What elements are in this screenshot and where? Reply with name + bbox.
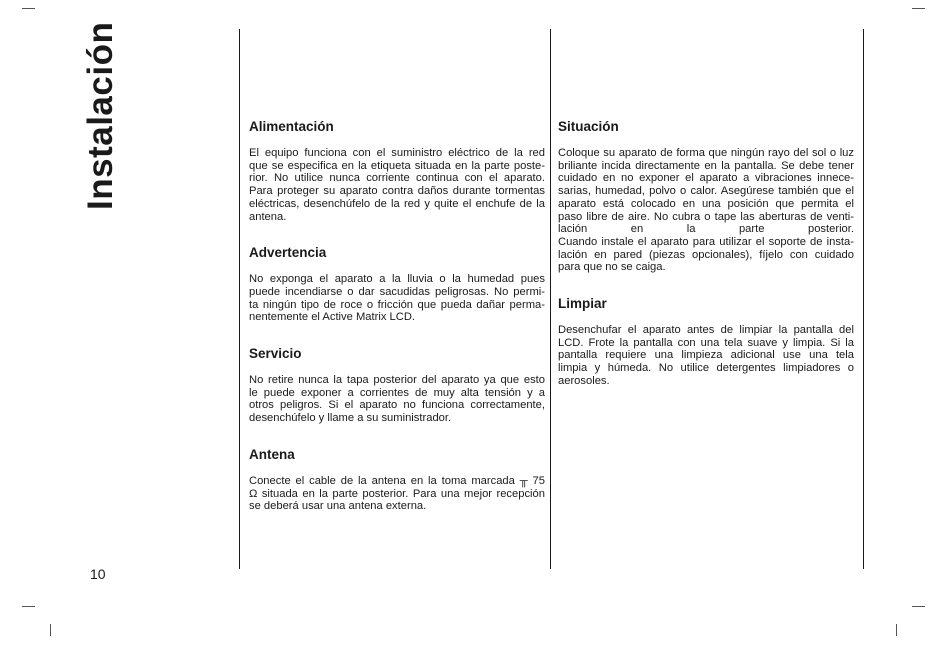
- text-line: aparato está colocado en una posición que permita el: [558, 197, 854, 210]
- right-column: [558, 118, 854, 409]
- section-heading: Advertencia: [249, 245, 327, 261]
- text-line: antena.: [249, 210, 287, 223]
- text-line: rior. No utilice nunca corriente continua con el aparato.: [249, 172, 545, 185]
- crop-mark: [50, 624, 51, 636]
- text-line: ta ningún tipo de roce o fricción que pueda dañar perma-: [249, 298, 545, 311]
- text-line: Coloque su aparato de forma que ningún rayo del sol o luz: [558, 147, 854, 159]
- column-rule: [550, 29, 551, 569]
- text-line: Ω situada en la parte posterior. Para una mejor recepción: [249, 487, 545, 500]
- text-line: pantalla requiere una limpieza adicional use una tela: [558, 349, 854, 362]
- crop-mark: [912, 8, 925, 9]
- section-body: [249, 475, 545, 513]
- column-rule: [239, 29, 240, 569]
- text-line: Desenchufar el aparato antes de limpiar la pantalla del: [558, 324, 854, 337]
- page-number: 10: [90, 566, 106, 582]
- text-line: Conecte el cable de la antena en la toma marcada ╥ 75: [249, 474, 545, 487]
- text-line: le puede exponer a corrientes de muy alta tensión y a: [249, 386, 545, 399]
- text-line: cuidado en no exponer el aparato a vibraciones innece-: [558, 172, 854, 185]
- text-line: limpia y húmeda. No utilice detergentes limpiadores o: [558, 362, 854, 375]
- chapter-title: Instalación: [81, 21, 120, 210]
- section-heading: Situación: [558, 119, 619, 134]
- text-line: LCD. Frote la pantalla con una tela suave y limpia. Si la: [558, 336, 854, 349]
- text-line: se deberá usar una antena externa.: [249, 500, 427, 513]
- text-line: Para proteger su aparato contra daños durante tormentas: [249, 185, 545, 198]
- text-line: puede incendiarse o dar sacudidas peligrosas. No permi-: [249, 285, 545, 298]
- text-line: eléctricas, desenchúfelo de la red y quite el enchufe de la: [249, 197, 545, 210]
- left-column: [249, 118, 545, 534]
- text-line: No exponga el aparato a la lluvia o la humedad pues: [249, 273, 545, 286]
- section-body: [249, 147, 545, 223]
- text-line: No retire nunca la tapa posterior del aparato ya que esto: [249, 374, 545, 387]
- section-heading: Limpiar: [558, 296, 607, 312]
- section-heading: Alimentación: [249, 119, 334, 134]
- text-line: paso libre de aire. No cubra o tape las aberturas de venti-: [558, 210, 854, 223]
- crop-mark: [22, 8, 35, 9]
- text-line: Cuando instale el aparato para utilizar el soporte de insta-: [558, 235, 854, 248]
- text-line: aerosoles.: [558, 374, 610, 387]
- section-heading: Servicio: [249, 346, 302, 362]
- crop-mark: [912, 606, 925, 607]
- text-line: lación en la parte posterior.: [558, 223, 854, 236]
- text-line: sarias, humedad, polvo o calor. Asegúrese también que el: [558, 185, 854, 198]
- crop-mark: [22, 606, 35, 607]
- text-line: lación en pared (piezas opcionales), fíjelo con cuidado: [558, 248, 854, 261]
- text-line: otros peligros. Si el aparato no funciona correctamente,: [249, 399, 545, 412]
- text-line: nentemente el Active Matrix LCD.: [249, 311, 416, 324]
- text-line: briliante incida directamente en la pantalla. Se debe tener: [558, 159, 854, 172]
- text-line: para que no se caiga.: [558, 261, 666, 274]
- column-rule: [863, 29, 864, 569]
- text-line: El equipo funciona con el suministro eléctrico de la red: [249, 147, 545, 159]
- section-body: [249, 273, 545, 324]
- text-line: que se especifica en la etiqueta situada en la parte poste-: [249, 159, 545, 172]
- section-body: [558, 324, 854, 388]
- text-line: desenchúfelo y llame a su suministrador.: [249, 412, 452, 425]
- section-heading: Antena: [249, 446, 295, 462]
- section-body: [249, 374, 545, 425]
- crop-mark: [896, 624, 897, 636]
- section-body: [558, 147, 854, 274]
